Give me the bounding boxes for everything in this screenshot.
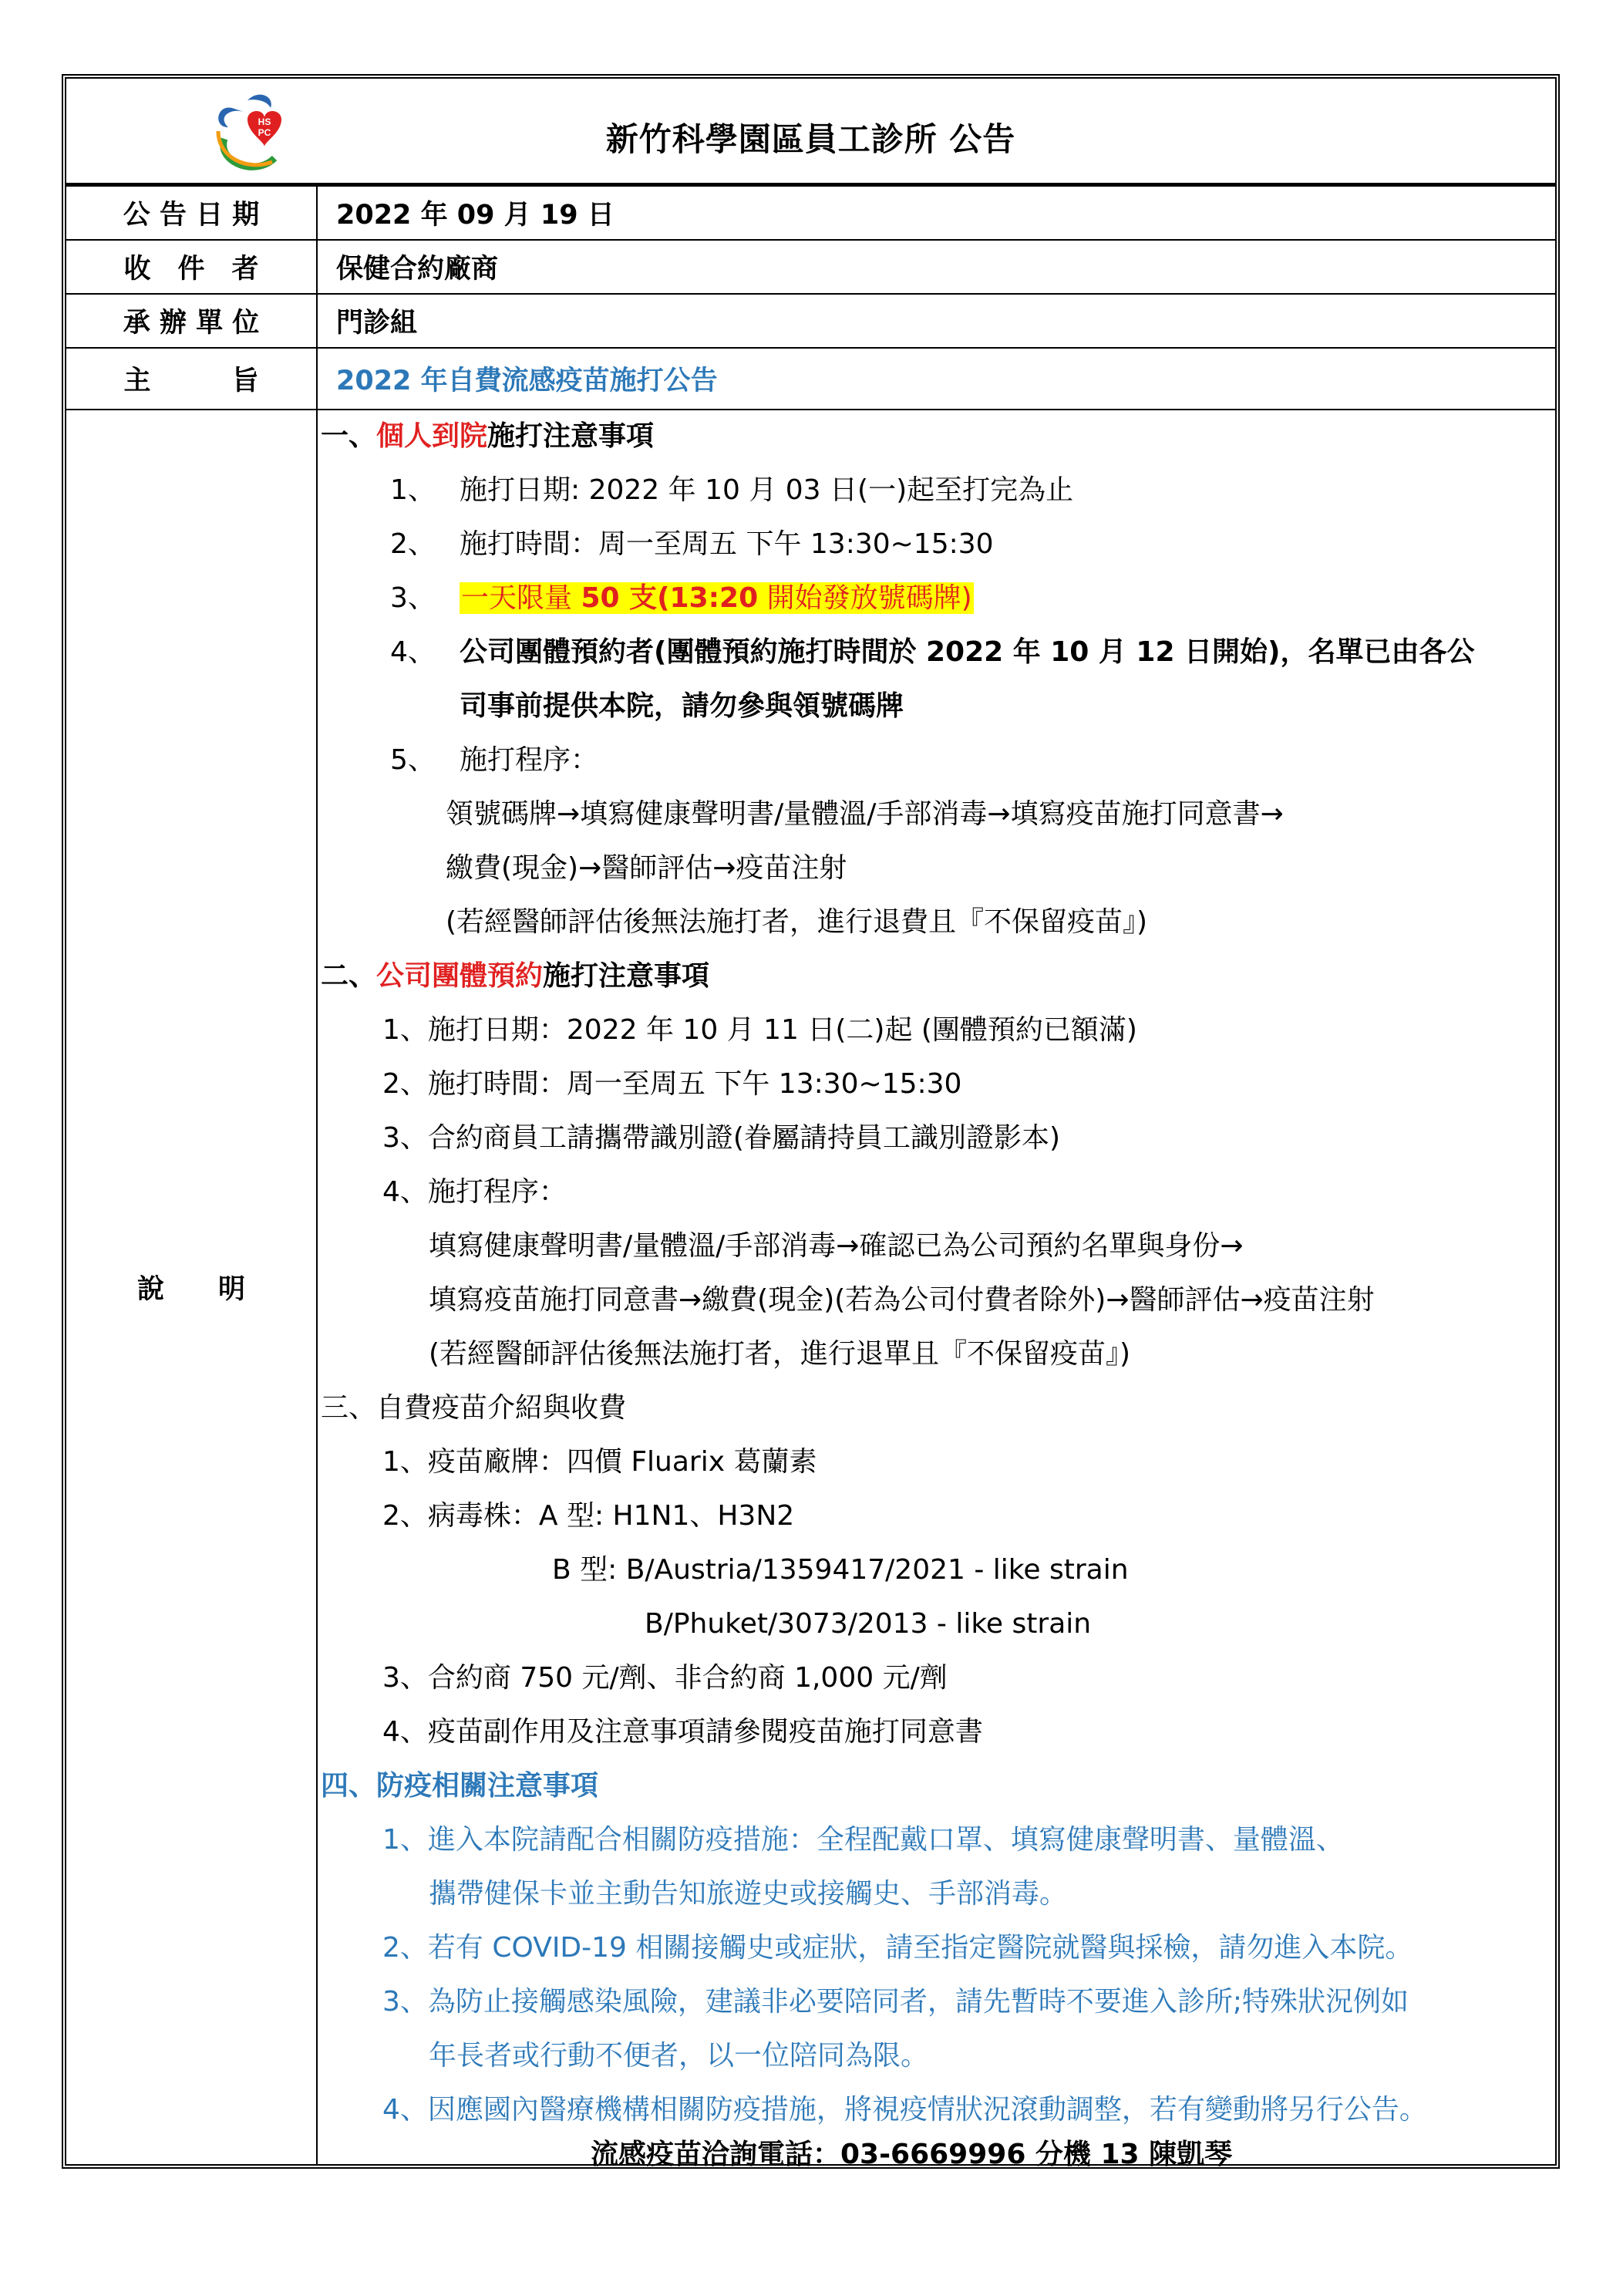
section1-item: 4、 公司團體預約者(團體預約施打時間於 2022 年 10 月 12 日開始)，名單已由各公 (390, 636, 1475, 668)
section4-item: 4、因應國內醫療機構相關防疫措施，將視疫情狀況滾動調整，若有變動將另行公告。 (382, 2094, 1427, 2126)
section2-procedure: 填寫健康聲明書/量體溫/手部消毒→確認已為公司預約名單與身份→ (429, 1230, 1244, 1262)
announcement-header (66, 79, 1555, 187)
section2-item: 4、施打程序： (382, 1176, 567, 1208)
field-label: 承 辦 單 位 (66, 295, 318, 347)
field-value-subject: 2022 年自費流感疫苗施打公告 (336, 366, 718, 396)
section3-item: 2、病毒株：A 型: H1N1、H3N2 (382, 1500, 795, 1532)
section3-item: 3、合約商 750 元/劑、非合約商 1,000 元/劑 (382, 1662, 948, 1694)
field-row-subject (66, 349, 1555, 410)
section3-item: 4、疫苗副作用及注意事項請參閱疫苗施打同意書 (382, 1716, 983, 1748)
section4-item: 2、若有 COVID-19 相關接觸史或症狀，請至指定醫院就醫與採檢，請勿進入本院。 (382, 1932, 1413, 1964)
announcement-frame (62, 74, 1560, 2169)
field-value: 2022 年 09 月 19 日 (336, 200, 615, 231)
section1-item: 1、 施打日期: 2022 年 10 月 03 日(一)起至打完為止 (390, 474, 1074, 506)
section1-item-cont: 司事前提供本院，請勿參與領號碼牌 (460, 690, 904, 722)
section4-item-cont: 年長者或行動不便者，以一位陪同為限。 (429, 2040, 929, 2072)
field-row-date (66, 187, 1555, 241)
section4-heading: 四、防疫相關注意事項 (321, 1770, 599, 1802)
section2-item: 2、施打時間：周一至周五 下午 13:30~15:30 (382, 1068, 962, 1100)
section1-item: 2、 施打時間：周一至周五 下午 13:30~15:30 (390, 528, 994, 560)
section3-heading: 三、自費疫苗介紹與收費 (321, 1392, 627, 1424)
section2-item: 1、施打日期：2022 年 10 月 11 日(二)起 (團體預約已額滿) (382, 1014, 1137, 1046)
field-row-recipient (66, 241, 1555, 295)
svg-text:PC: PC (258, 127, 271, 138)
section2-item: 3、合約商員工請攜帶識別證(眷屬請持員工識別證影本) (382, 1122, 1060, 1154)
section1-item-highlight: 3、 一天限量 50 支(13:20 開始發放號碼牌) (390, 582, 972, 614)
field-row-department (66, 295, 1555, 349)
section4-item-cont: 攜帶健保卡並主動告知旅遊史或接觸史、手部消毒。 (429, 1878, 1068, 1910)
description-label: 說 明 (66, 410, 318, 2164)
section4-item: 1、進入本院請配合相關防疫措施：全程配戴口罩、填寫健康聲明書、量體溫、 (382, 1824, 1344, 1856)
field-value: 門診組 (336, 308, 418, 339)
section2-heading: 二、公司團體預約施打注意事項 (321, 960, 710, 992)
section2-procedure: (若經醫師評估後無法施打者，進行退單且『不保留疫苗』) (429, 1338, 1131, 1370)
field-label: 公 告 日 期 (66, 187, 318, 239)
field-label: 收 件 者 (66, 241, 318, 293)
contact-footer: 流感疫苗洽詢電話：03-6669996 分機 13 陳凱琴 (591, 2139, 1233, 2170)
field-label: 主 旨 (66, 349, 318, 409)
svg-text:HS: HS (258, 116, 271, 127)
section1-heading: 一、個人到院施打注意事項 (321, 420, 655, 452)
section1-item: 5、 施打程序： (390, 744, 599, 776)
announcement-title: 新竹科學園區員工診所 公告 (605, 120, 1016, 158)
field-value: 保健合約廠商 (336, 254, 499, 285)
section4-item: 3、為防止接觸感染風險，建議非必要陪同者，請先暫時不要進入診所;特殊狀況例如 (382, 1986, 1409, 2018)
section3-strain-b2: B/Phuket/3073/2013 - like strain (645, 1608, 1092, 1640)
section1-procedure: (若經醫師評估後無法施打者，進行退費且『不保留疫苗』) (446, 906, 1148, 938)
section2-procedure: 填寫疫苗施打同意書→繳費(現金)(若為公司付費者除外)→醫師評估→疫苗注射 (429, 1284, 1375, 1316)
section1-procedure: 繳費(現金)→醫師評估→疫苗注射 (446, 852, 847, 884)
section3-item: 1、疫苗廠牌：四價 Fluarix 葛蘭素 (382, 1446, 817, 1478)
section1-procedure: 領號碼牌→填寫健康聲明書/量體溫/手部消毒→填寫疫苗施打同意書→ (446, 798, 1284, 830)
section3-strain-b: B 型: B/Austria/1359417/2021 - like strain (552, 1554, 1129, 1586)
